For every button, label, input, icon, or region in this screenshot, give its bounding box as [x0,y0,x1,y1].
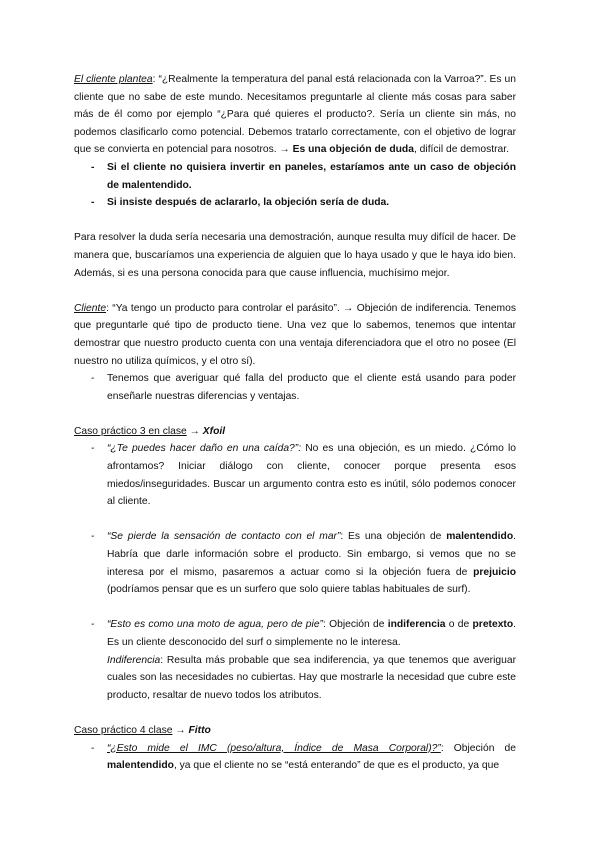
item-text: Tenemos que averiguar qué falla del producto que el cliente está usando para poder enseñarle nuestras diferencias y ventajas. [107,373,516,402]
list-item [74,159,516,194]
item-text: Si el cliente no quisiera invertir en paneles, estaríamos ante un caso de objeción de malentendido. [107,161,516,191]
heading-text: Caso práctico 3 en clase [74,425,187,437]
arrow: → [172,724,189,736]
bold-term: malentendido [446,531,514,543]
list-2 [74,370,516,405]
text: : “Ya tengo un producto para controlar el parásito”. → Objeción de indiferencia. Tenemos que preguntarle qué tipo de producto tiene. Una vez que lo sabemos, tenemos que intentar demostrar que nuestro producto cuenta con una ventaja diferenciadora que el otro no posee (El nuestro no utiliza químicos, y el otro sí). [74,302,516,367]
quote: “¿Esto mide el IMC (peso/altura, Índice de Masa Corporal)?” [107,742,441,754]
dash-marker: - [91,742,95,754]
list-item [74,440,516,510]
sub-text: : Resulta más probable que sea indiferencia, ya que tenemos que averiguar cuales son las necesidades no cubiertas. Hay que mostrarle la necesidad que cubre este producto, resaltar de nuevo todos los atributos. [107,654,516,701]
item-text: . Habría que darle información sobre el producto. Sin embargo, si vemos que no se interesa por el mismo, pasaremos a actuar como si la objeción fuera de [107,531,516,578]
case-3-list [74,440,516,510]
quote: “Se pierde la sensación de contacto con el mar” [107,531,341,543]
product-name: Fitto [188,724,211,736]
item-text: . Es un cliente desconocido del surf o simplemente no le interesa. [107,619,517,648]
list-item [74,616,516,651]
heading-caso-3 [74,423,516,441]
item-text: (podríamos pensar que es un surfero que solo quiere tablas habituales de surf). [107,584,471,596]
quote: “¿Te puedes hacer daño en una caída?”: [107,443,302,455]
dash-marker: - [91,619,95,631]
dash-marker: - [91,531,95,543]
list-item [74,194,516,212]
list-item [74,370,516,405]
product-name: Xfoil [202,425,226,437]
item-text: , ya que el cliente no se “está enterando” de que es el producto, ya que [173,760,500,772]
arrow: → [186,425,203,437]
item-text: o de [445,619,473,631]
item-text: : Es una objeción de [340,531,447,543]
bold-objecion-duda: Es una objeción de duda [292,144,414,156]
item-text: : Objeción de [440,742,516,754]
bold-term: malentendido [107,760,174,772]
dash-marker: - [91,197,95,209]
case-3-list [74,616,516,651]
bold-term: indiferencia [387,619,446,631]
list-item [74,528,516,598]
heading-caso-4 [74,722,516,740]
text: , difícil de demostrar. [413,144,509,156]
item-text: Si insiste después de aclararlo, la objeción sería de duda. [107,197,390,209]
case-4-list [74,740,516,775]
heading-text: Caso práctico 4 clase [74,724,173,736]
list-item [74,740,516,775]
list-1 [74,159,516,212]
paragraph-demonstration: Para resolver la duda sería necesaria una demostración, aunque resulta muy difícil de hacer. De manera que, buscaríamos una experiencia de alguien que lo haya usado y que le haya ido bien. Además, si es una persona conocida para que cause influencia, muchísimo mejor. [74,232,516,279]
dash-marker: - [91,443,95,455]
item-text: No es una objeción, es un miedo. ¿Cómo lo afrontamos? Iniciar diálogo con cliente, conocer porque presenta esos miedos/inseguridades. Buscar un argumento contra esto es inútil, sólo podemos conocer al cliente. [107,443,516,508]
sub-lead: Indiferencia [107,654,161,666]
lead-cliente: Cliente [74,302,107,314]
text: : “¿Realmente la temperatura del panal está relacionada con la Varroa?”. Es un cliente que no sabe de este mundo. Necesitamos preguntarle al cliente más cosas para saber más de él como por ejemplo “¿Para qué quieres el producto?. Sería un cliente sin más, no podemos clasificarlo como potencial. Debemos tratarlo correctamente, con el objetivo de lograr que se convierta en potencial para nosotros. → [74,74,516,156]
bold-term: pretexto [472,619,514,631]
paragraph-client-question [74,71,516,159]
case-3-list [74,528,516,598]
dash-marker: - [91,161,95,173]
bold-term: prejuicio [473,566,516,578]
paragraph-cliente-parasito [74,300,516,370]
sub-paragraph-indiferencia [107,652,516,705]
item-text: : Objeción de [322,619,388,631]
lead-el-cliente-plantea: El cliente plantea [74,74,153,85]
quote: “Esto es como una moto de agua, pero de pie” [107,619,323,631]
dash-marker: - [91,373,95,385]
